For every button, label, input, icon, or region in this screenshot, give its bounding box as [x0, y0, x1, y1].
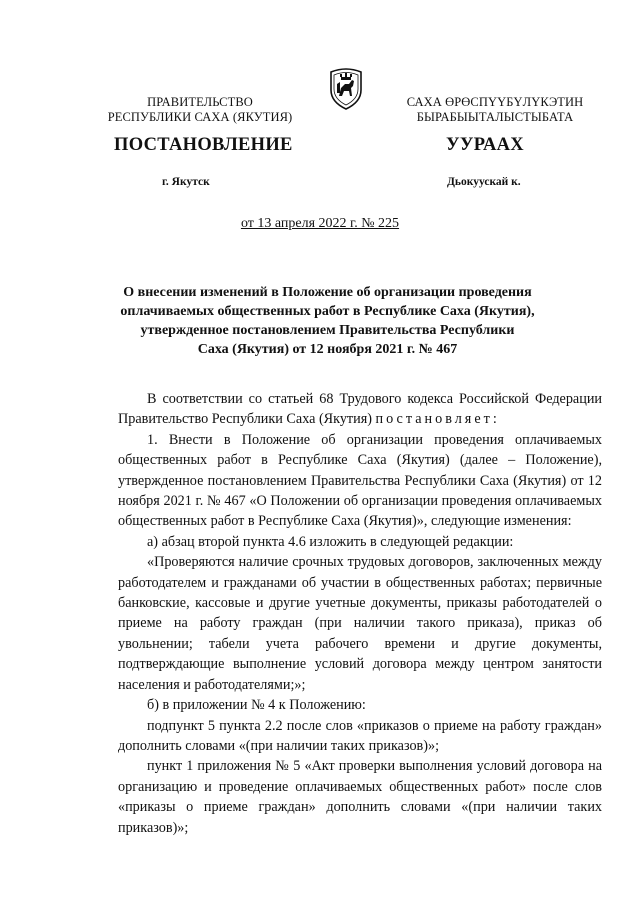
title-line: О внесении изменений в Положение об организации проведения — [123, 285, 532, 300]
header-line: САХА ӨРӨСПҮҮБҮЛҮКЭТИН — [406, 95, 584, 109]
header-line: ПРАВИТЕЛЬСТВО — [147, 95, 253, 109]
paragraph: «Проверяются наличие срочных трудовых договоров, заключенных между работодателем и гражданами об участии в общественных работах; первичные банковские, кассовые и другие учетные документы, приказы работодателей о приеме на работу граждан (при наличии такого приказа), приказ об увольнении; табели учета рабочего времени и другие документы, подтверждающие выполнение условий договора между центром занятости населения и работодателями;»; — [118, 554, 602, 693]
header-line: РЕСПУБЛИКИ САХА (ЯКУТИЯ) — [107, 110, 293, 124]
title-line: Саха (Якутия) от 12 ноября 2021 г. № 467 — [197, 342, 458, 357]
decree-title-sakha: УУРААХ — [446, 135, 524, 155]
document-title — [90, 283, 565, 359]
preamble-text: В соответствии со статьей 68 Трудового кодекса Российской Федерации Правительство Республики Саха (Якутия) — [118, 391, 602, 428]
title-line: оплачиваемых общественных работ в Республике Саха (Якутия), — [120, 304, 535, 319]
document-body — [118, 389, 602, 838]
government-header-ru — [100, 95, 300, 125]
header-line: БЫРАБЫЫТАЛЫСТЫБАТА — [416, 110, 574, 124]
city-ru: г. Якутск — [162, 176, 210, 188]
government-header-sakha — [395, 95, 595, 125]
title-line: утвержденное постановлением Правительства Республики — [140, 323, 515, 338]
paragraph: подпункт 5 пункта 2.2 после слов «приказов о приеме на работу граждан» дополнить словами «(при наличии таких приказов)»; — [118, 717, 602, 754]
paragraph: а) абзац второй пункта 4.6 изложить в следующей редакции: — [147, 533, 514, 550]
paragraph: пункт 1 приложения № 5 «Акт проверки выполнения условий договора на организацию и проведение оплачиваемых общественных работ» после слов «приказы о приеме граждан» дополнить словами «(при наличии таких приказов)»; — [118, 758, 602, 836]
paragraph: б) в приложении № 4 к Положению: — [147, 697, 366, 714]
resolves-word: постановляет: — [375, 411, 500, 428]
coat-of-arms-icon — [327, 66, 365, 110]
decree-date-number: от 13 апреля 2022 г. № 225 — [240, 216, 400, 231]
decree-title-ru: ПОСТАНОВЛЕНИЕ — [114, 135, 293, 155]
preamble-paragraph — [118, 389, 602, 430]
city-sakha: Дьокуускай к. — [447, 176, 521, 188]
paragraph: 1. Внести в Положение об организации проведения оплачиваемых общественных работ в Республике Саха (Якутия) (далее – Положение), утвержденное постановлением Правительства Республики Саха (Якутия) от 12 ноября 2021 г. № 467 «О Положении об организации проведения оплачиваемых общественных работ в Республике Саха (Якутия)», следующие изменения: — [118, 431, 602, 530]
